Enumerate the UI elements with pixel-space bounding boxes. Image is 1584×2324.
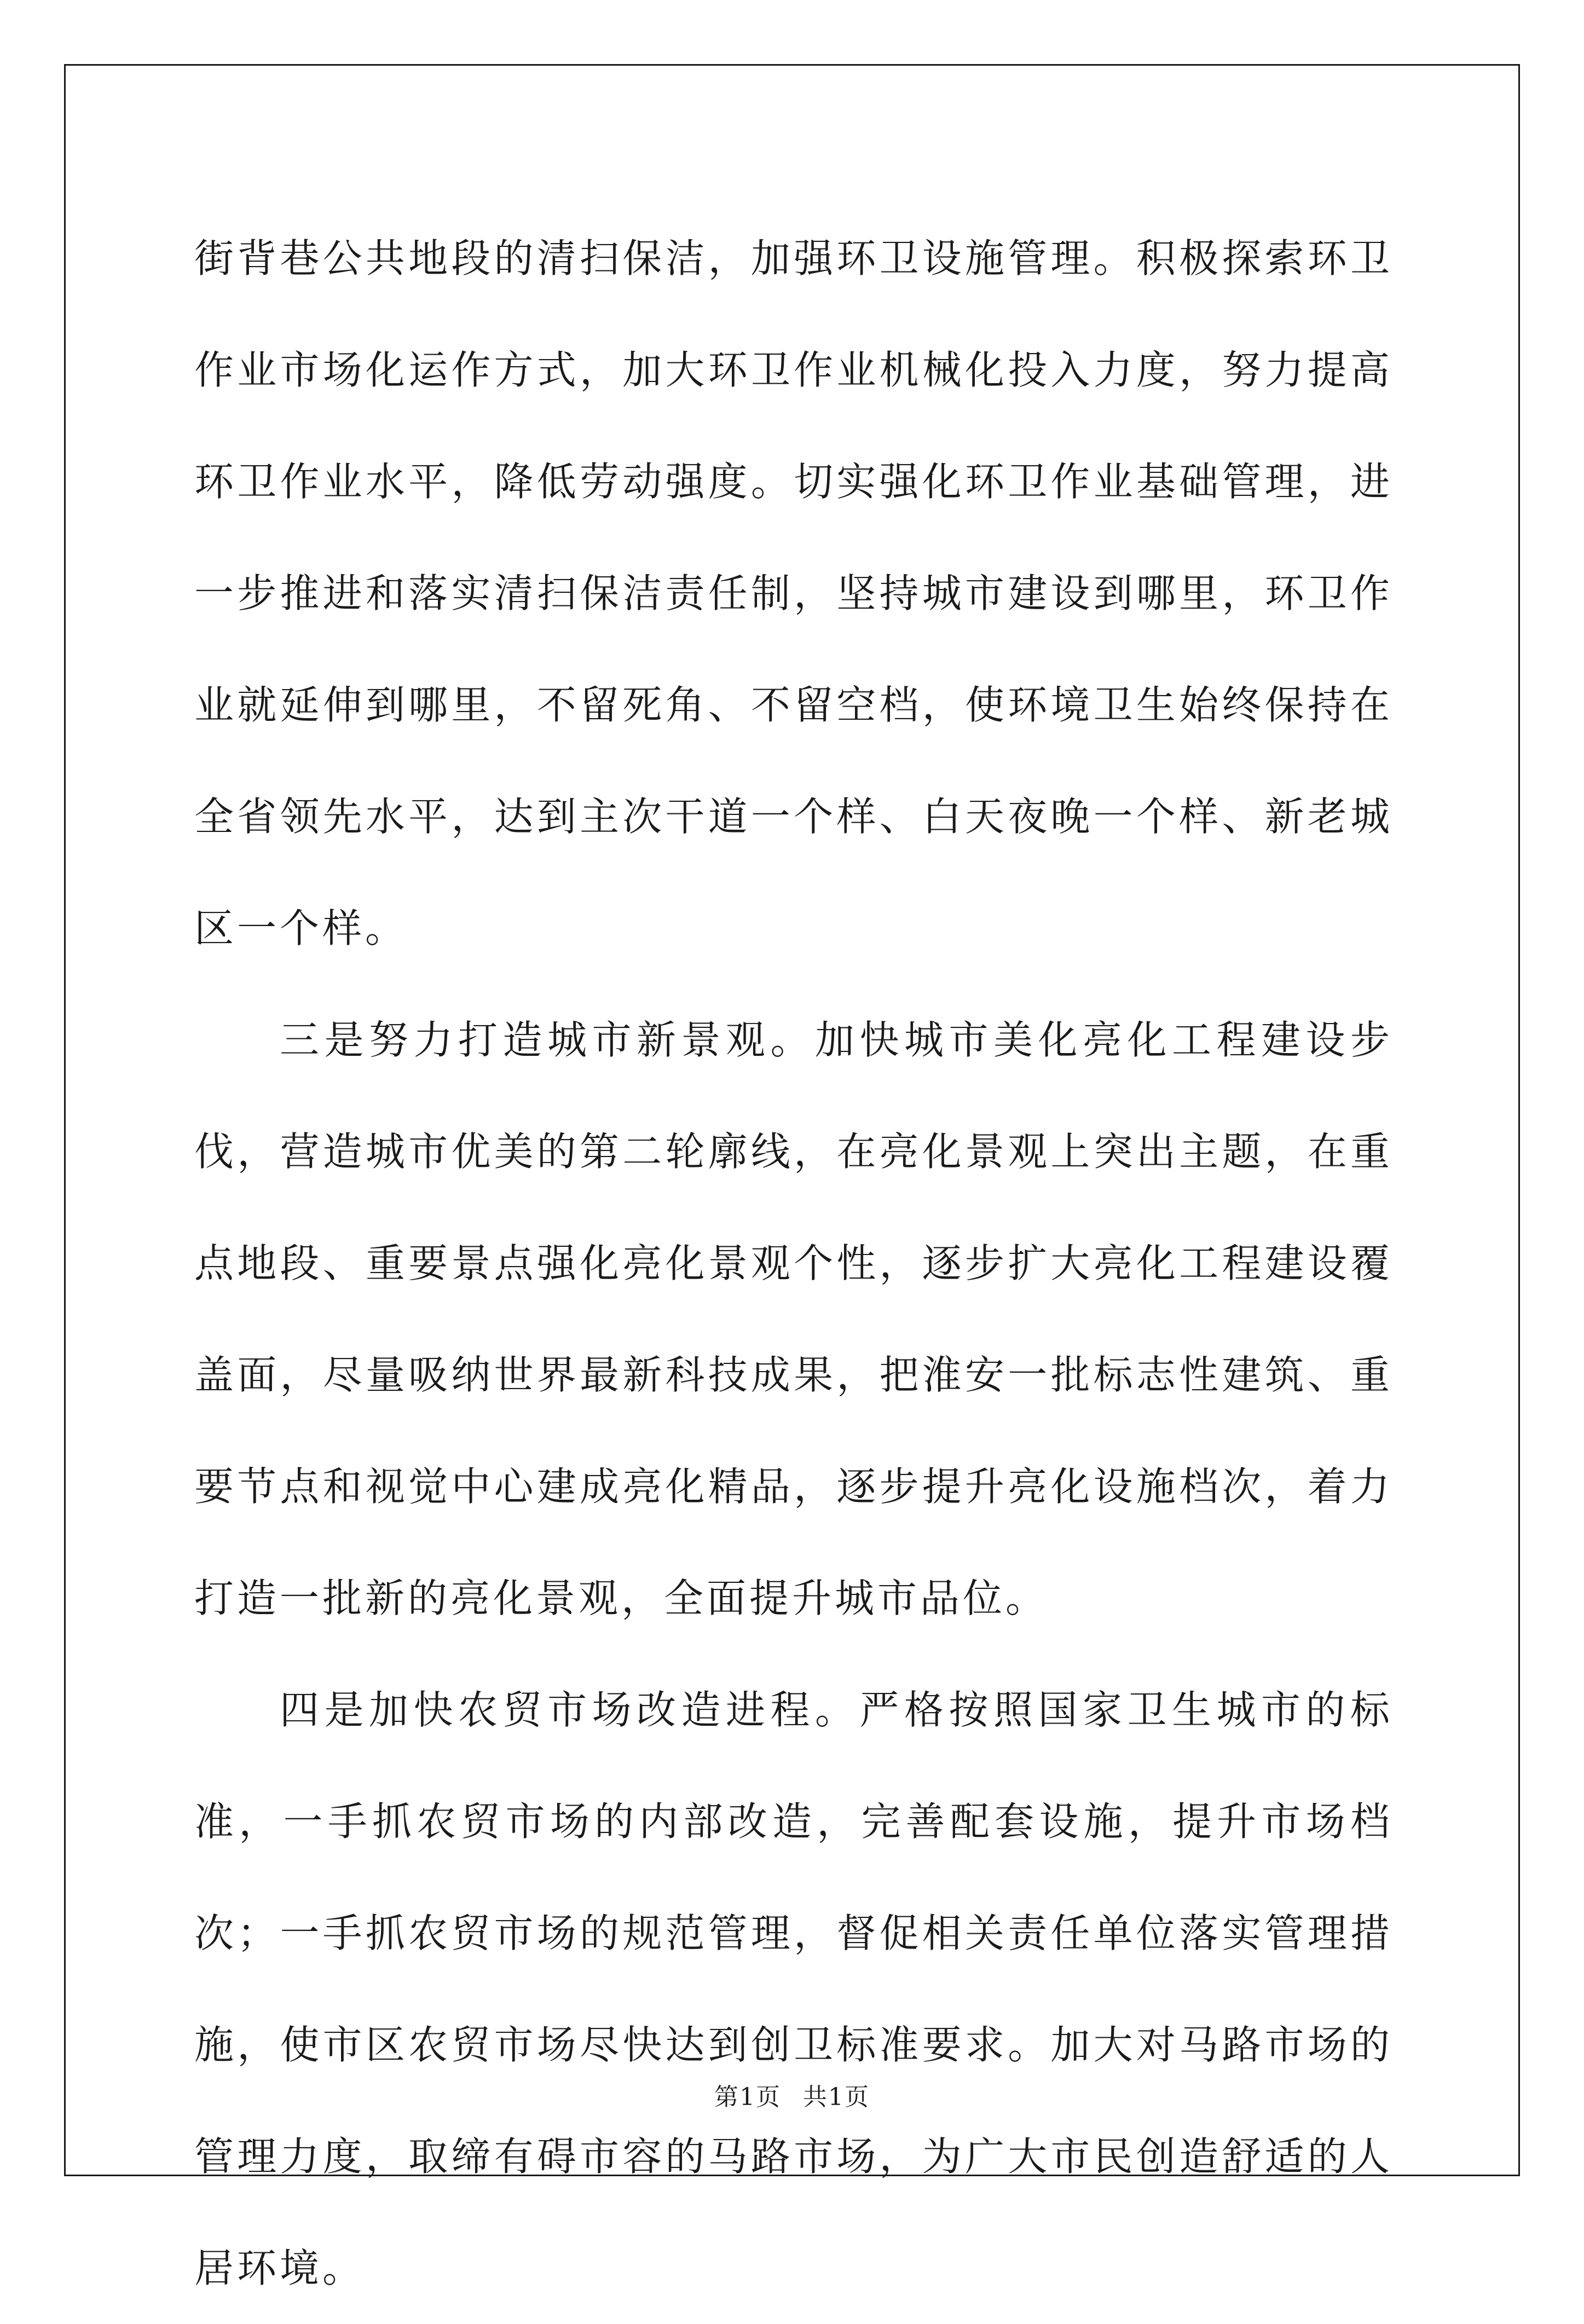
document-body xyxy=(194,203,1393,2324)
paragraph-3: 四是加快农贸市场改造进程。严格按照国家卫生城市的标准，一手抓农贸市场的内部改造，完善配套设施，提升市场档次；一手抓农贸市场的规范管理，督促相关责任单位落实管理措施，使市区农贸市场尽快达到创卫标准要求。加大对马路市场的管理力度，取缔有碍市容的马路市场，为广大市民创造舒适的人居环境。 xyxy=(194,1687,1393,2291)
paragraph-2: 三是努力打造城市新景观。加快城市美化亮化工程建设步伐，营造城市优美的第二轮廓线，在亮化景观上突出主题，在重点地段、重要景点强化亮化景观个性，逐步扩大亮化工程建设覆盖面，尽量吸纳世界最新科技成果，把淮安一批标志性建筑、重要节点和视觉中心建成亮化精品，逐步提升亮化设施档次，着力打造一批新的亮化景观，全面提升城市品位。 xyxy=(194,1017,1393,1621)
page-number-total: 共1页 xyxy=(803,2083,870,2111)
page-footer xyxy=(0,2077,1584,2112)
page-number-current: 第1页 xyxy=(714,2083,781,2111)
paragraph-1: 街背巷公共地段的清扫保洁，加强环卫设施管理。积极探索环卫作业市场化运作方式，加大环卫作业机械化投入力度，努力提高环卫作业水平，降低劳动强度。切实强化环卫作业基础管理，进一步推进和落实清扫保洁责任制，坚持城市建设到哪里，环卫作业就延伸到哪里，不留死角、不留空档，使环境卫生始终保持在全省领先水平，达到主次干道一个样、白天夜晚一个样、新老城区一个样。 xyxy=(194,235,1393,951)
